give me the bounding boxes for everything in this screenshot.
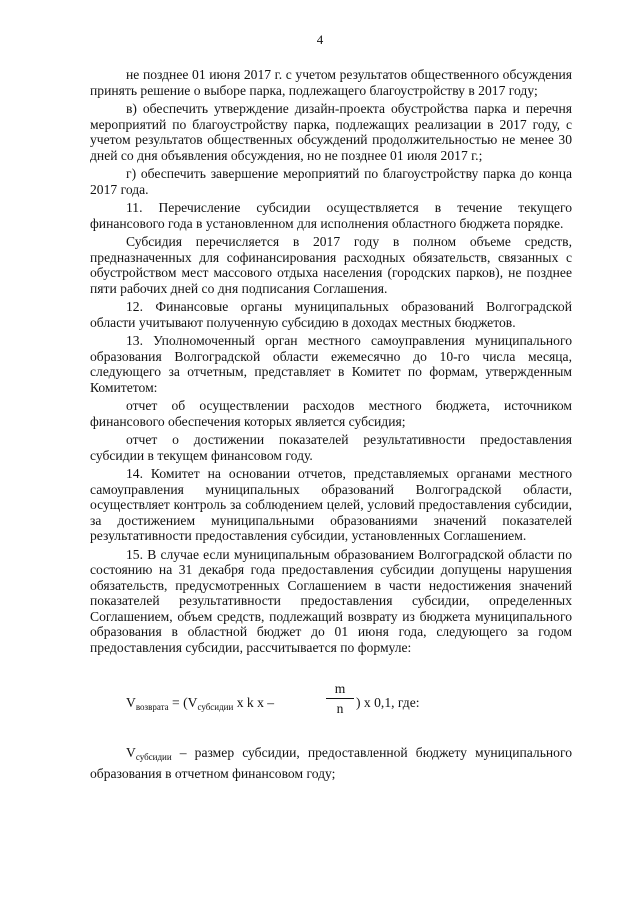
paragraph: Субсидия перечисляется в 2017 году в полном объеме средств, предназначенных для софинансирования расходных обязательств, связанных с обустройством мест массового отдыха населения (городских парков), не позднее пяти рабочих дней со дня подписания Соглашения. — [90, 234, 572, 296]
definition-v: V — [126, 745, 136, 760]
fraction-bar — [326, 698, 354, 699]
paragraph: отчет об осуществлении расходов местного бюджета, источником финансового обеспечения которых является субсидия; — [90, 398, 572, 429]
definition-paragraph — [90, 745, 572, 781]
formula-tail: ) x 0,1, где: — [356, 695, 420, 710]
fraction-numerator: m — [334, 681, 346, 696]
paragraph: 12. Финансовые органы муниципальных образований Волгоградской области учитывают полученную субсидию в доходах местных бюджетов. — [90, 299, 572, 330]
definition-text: – размер субсидии, предоставленной бюджету муниципального образования в отчетном финансовом году; — [90, 745, 572, 781]
paragraph: 11. Перечисление субсидии осуществляется в течение текущего финансового года в установленном для исполнения областного бюджета порядке. — [90, 200, 572, 231]
paragraph: 13. Уполномоченный орган местного самоуправления муниципального образования Волгоградской области ежемесячно до 10-го числа месяца, следующего за отчетным, представляет в Комитет по формам, утвержденным Комитетом: — [90, 333, 572, 395]
formula-mid: x k x – — [233, 695, 275, 710]
formula-fraction — [326, 681, 354, 716]
paragraph: 15. В случае если муниципальным образованием Волгоградской области по состоянию на 31 декабря года предоставления субсидии допущены нарушения обязательств, предусмотренных Соглашением в части недостижения значений показателей результативности предоставления субсидии, определенных Соглашением, объем средств, подлежащий возврату из бюджета муниципального образования в областной бюджет до 01 июня года, следующего за годом предоставления субсидии, рассчитывается по формуле: — [90, 546, 572, 655]
fraction-denominator: n — [336, 701, 344, 716]
refund-formula — [126, 681, 572, 735]
paragraph: не позднее 01 июня 2017 г. с учетом результатов общественного обсуждения принять решение о выборе парка, подлежащего благоустройству в 2017 году; — [90, 67, 572, 98]
formula-v: V — [126, 695, 136, 710]
paragraph: г) обеспечить завершение мероприятий по благоустройству парка до конца 2017 года. — [90, 166, 572, 197]
formula-subsidy-subscript: субсидии — [197, 702, 234, 712]
formula-eq-open: = (V — [168, 695, 198, 710]
page-number: 4 — [316, 32, 324, 47]
definition-v-subscript: субсидии — [135, 752, 172, 762]
formula-v-subscript: возврата — [135, 702, 169, 712]
document-body — [90, 67, 572, 784]
paragraph: в) обеспечить утверждение дизайн-проекта обустройства парка и перечня мероприятий по благоустройству парка, подлежащих реализации в 2017 году, с учетом результатов общественных обсуждений продолжительностью не менее 30 дней со дня объявления обсуждения, но не позднее 01 июля 2017 г.; — [90, 101, 572, 163]
paragraph: отчет о достижении показателей результативности предоставления субсидии в текущем финансовом году. — [90, 432, 572, 463]
paragraph: 14. Комитет на основании отчетов, представляемых органами местного самоуправления муниципальных образований Волгоградской области, осуществляет контроль за соблюдением целей, условий предоставления субсидии, за достижением муниципальными образованиями значений показателей результативности предоставления субсидии, установленных Соглашением. — [90, 466, 572, 543]
